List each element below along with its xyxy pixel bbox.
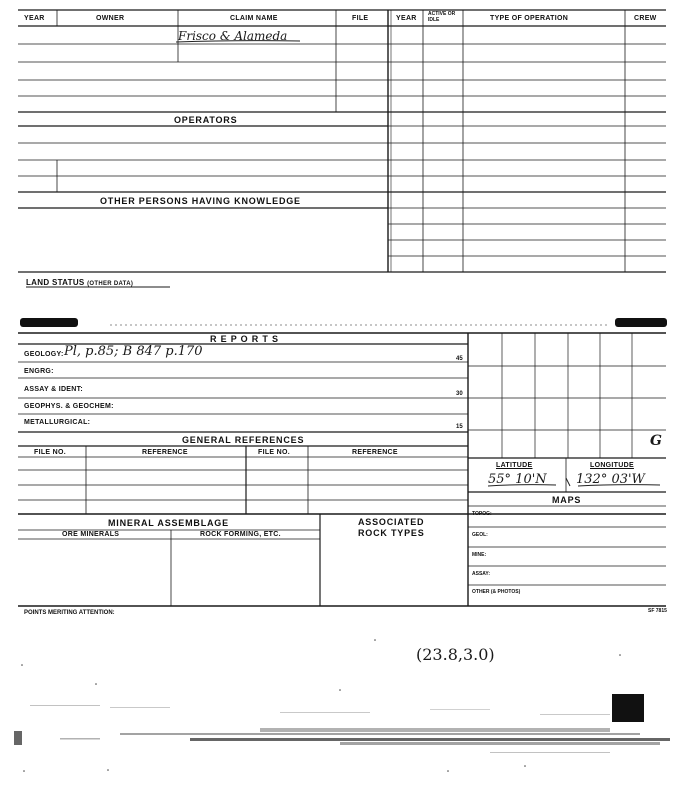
maps-topog: TOPOG: (472, 511, 492, 517)
ref-col-reference-2: REFERENCE (352, 449, 398, 456)
rock-forming-label: ROCK FORMING, ETC. (200, 531, 281, 538)
reports-heading: R E P O R T S (210, 334, 279, 344)
scale-mark-45: 45 (456, 356, 463, 362)
handwritten-coordinate-note: (23.8,3.0) (416, 645, 495, 664)
land-status-title: LAND STATUS (26, 278, 85, 287)
maps-mine: MINE: (472, 552, 487, 558)
header-file: FILE (352, 15, 369, 22)
header-year-2: YEAR (396, 15, 417, 22)
ore-minerals-label: ORE MINERALS (62, 531, 120, 538)
grid-corner-letter: G (650, 433, 662, 449)
report-assay-label: ASSAY & IDENT: (24, 386, 84, 393)
header-claim-name: CLAIM NAME (230, 15, 278, 22)
scale-mark-15: 15 (456, 424, 463, 430)
other-persons-heading: OTHER PERSONS HAVING KNOWLEDGE (100, 196, 301, 206)
associated-label: ASSOCIATED (358, 517, 425, 527)
points-meriting-attention: POINTS MERITING ATTENTION: (24, 610, 115, 616)
header-type-of-operation: TYPE OF OPERATION (490, 15, 569, 22)
ref-col-file-no-2: FILE NO. (258, 449, 290, 456)
longitude-value: 132° 03'W (576, 472, 645, 487)
ref-col-reference: REFERENCE (142, 449, 188, 456)
operators-heading: OPERATORS (174, 115, 238, 125)
report-geology-label: GEOLOGY: (24, 351, 64, 358)
report-geology-value: Pl, p.85; B 847 p.170 (64, 344, 203, 359)
maps-heading: MAPS (552, 495, 582, 505)
general-references-heading: GENERAL REFERENCES (182, 435, 305, 445)
claim-name-value: Frisco & Alameda (178, 29, 288, 43)
report-engrg-label: ENGRG: (24, 368, 54, 375)
form-code: SF 7815 (648, 608, 667, 614)
ref-col-file-no: FILE NO. (34, 449, 66, 456)
header-crew: CREW (634, 15, 657, 22)
report-geophys-label: GEOPHYS. & GEOCHEM: (24, 403, 114, 410)
longitude-label: LONGITUDE (590, 462, 634, 469)
maps-assay: ASSAY: (472, 571, 491, 577)
header-year: YEAR (24, 15, 45, 22)
land-status-label (26, 278, 133, 287)
maps-other-photos: OTHER (& PHOTOS) (472, 589, 521, 595)
header-owner: OWNER (96, 15, 125, 22)
latitude-value: 55° 10'N (488, 472, 547, 487)
rock-types-label: ROCK TYPES (358, 528, 425, 538)
header-active-or-idle: ACTIVE OR IDLE (428, 11, 456, 23)
scale-mark-30: 30 (456, 391, 463, 397)
latitude-label: LATITUDE (496, 462, 533, 469)
report-metallurgical-label: METALLURGICAL: (24, 419, 91, 426)
land-status-sublabel: (OTHER DATA) (87, 281, 134, 287)
mineral-assemblage-heading: MINERAL ASSEMBLAGE (108, 518, 229, 528)
maps-geol: GEOL: (472, 532, 488, 538)
